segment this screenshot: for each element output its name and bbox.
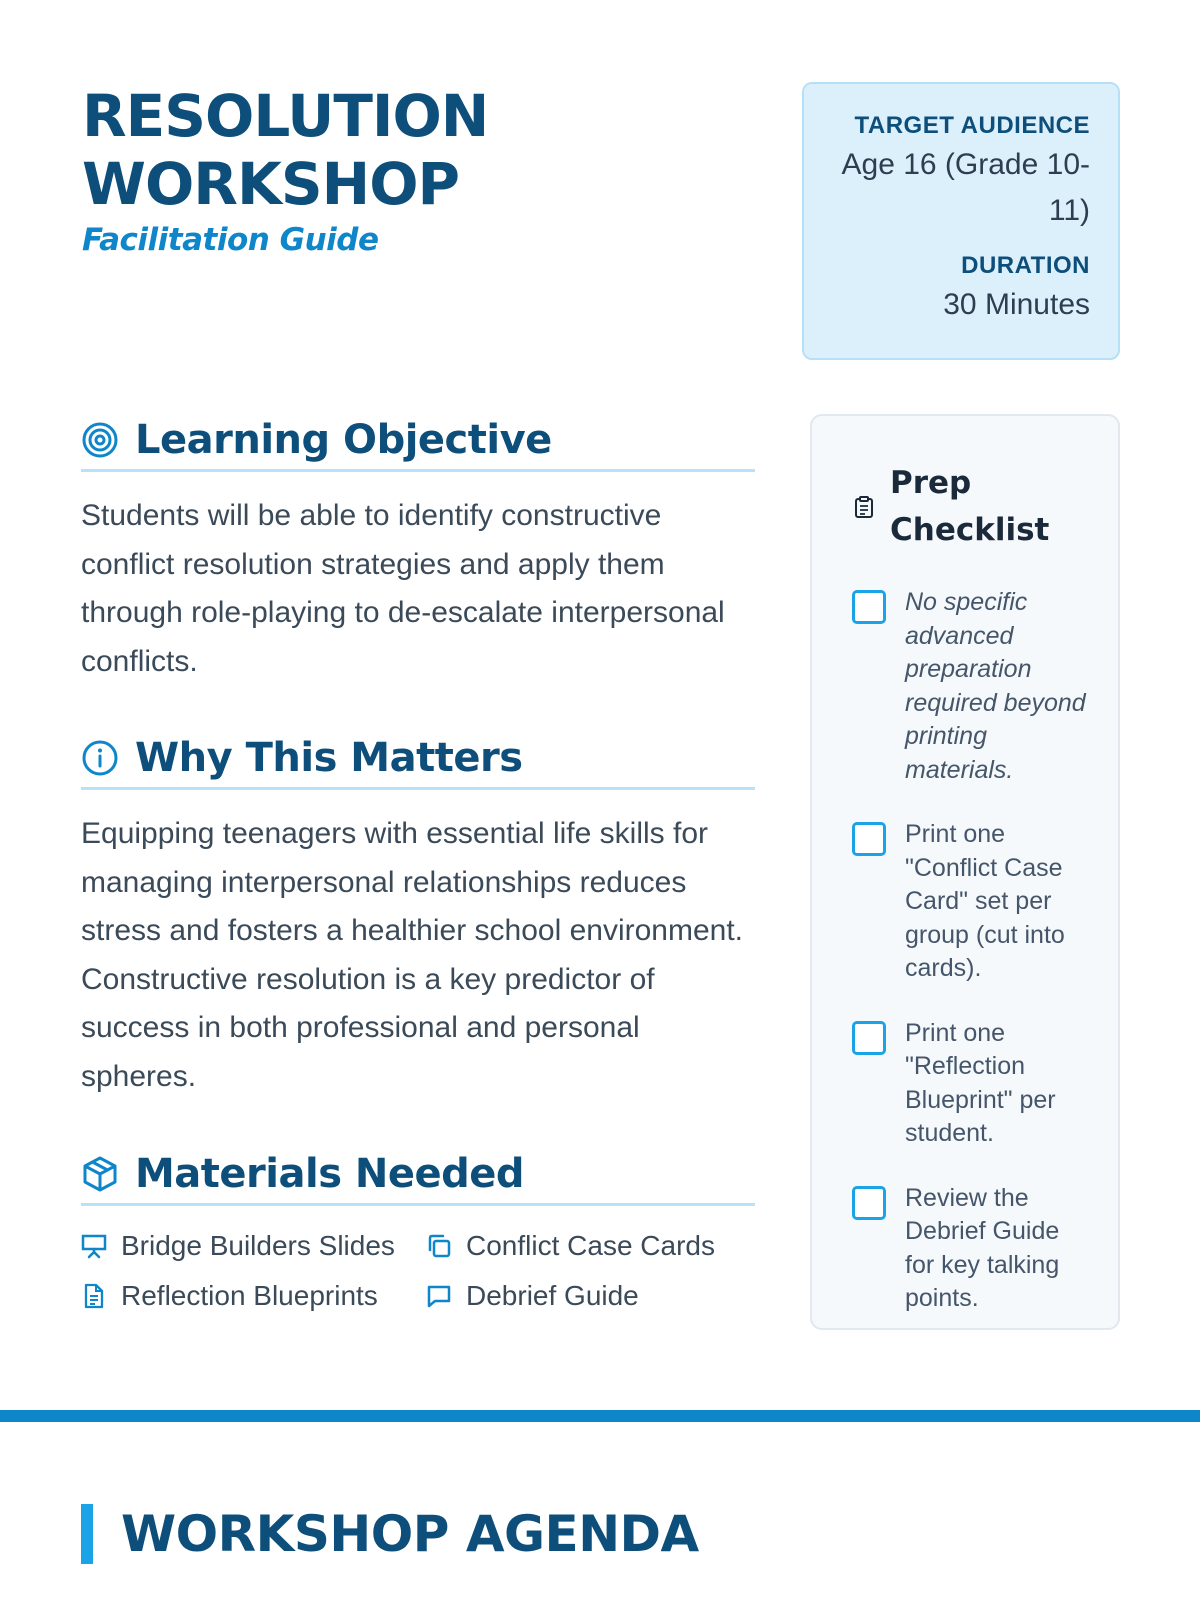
duration-label: DURATION [961, 252, 1090, 279]
learning-objective-section [81, 410, 755, 686]
title-line-1: RESOLUTION [82, 82, 489, 150]
section-title: Learning Objective [135, 416, 552, 463]
audience-value-line-1: Age 16 (Grade 10- [841, 148, 1090, 181]
checklist-item[interactable] [852, 586, 1094, 787]
checkbox[interactable] [852, 590, 886, 624]
accent-bar [81, 1504, 93, 1564]
checklist-item-text: Print one "Reflection Blueprint" per student. [905, 1018, 1056, 1147]
copy-cards-icon [426, 1233, 452, 1259]
checkbox[interactable] [852, 1021, 886, 1055]
section-body: Students will be able to identify constructive conflict resolution strategies and apply them through role-playing to de-escalate interpersonal conflicts. [81, 499, 725, 678]
package-icon [81, 1155, 119, 1193]
document-title [82, 82, 722, 218]
checklist-item-text: No specific advanced preparation required beyond printing materials. [905, 588, 1086, 784]
section-heading [81, 410, 755, 472]
title-block [82, 82, 722, 258]
audience-value [832, 142, 1090, 234]
checklist-item[interactable] [852, 1182, 1094, 1316]
material-label: Reflection Blueprints [121, 1280, 378, 1311]
checklist-item[interactable] [852, 818, 1094, 986]
checklist-title [890, 460, 1049, 554]
agenda-heading [81, 1504, 699, 1564]
document-icon [81, 1283, 107, 1309]
section-divider [0, 1410, 1200, 1422]
info-icon [81, 739, 119, 777]
clipboard-icon [852, 495, 876, 519]
document-subtitle: Facilitation Guide [82, 222, 379, 258]
materials-list [81, 1230, 755, 1312]
section-title: Why This Matters [135, 734, 523, 781]
audience-label: TARGET AUDIENCE [854, 112, 1090, 139]
checklist-item-text: Review the Debrief Guide for key talking points. [905, 1183, 1060, 1312]
material-label: Bridge Builders Slides [121, 1230, 395, 1261]
presentation-icon [81, 1233, 107, 1259]
title-line-2: WORKSHOP [82, 150, 460, 218]
section-body: Equipping teenagers with essential life skills for managing interpersonal relationships reduces stress and fosters a healthier school environment. Constructive resolution is a key predictor of success in both professional and personal spheres. [81, 817, 744, 1093]
checklist-item[interactable] [852, 1017, 1094, 1151]
agenda-title: WORKSHOP AGENDA [121, 1505, 699, 1563]
section-title: Materials Needed [135, 1150, 525, 1197]
checklist-title-line-1: Prep [890, 465, 972, 501]
duration-value: 30 Minutes [943, 288, 1090, 321]
material-label: Conflict Case Cards [466, 1230, 715, 1261]
section-heading [81, 728, 755, 790]
section-heading [81, 1144, 755, 1206]
material-item [81, 1230, 426, 1262]
material-label: Debrief Guide [466, 1280, 639, 1311]
checklist-heading [852, 460, 1094, 554]
chat-icon [426, 1283, 452, 1309]
material-item [426, 1230, 746, 1262]
audience-value-line-2: 11) [1048, 194, 1090, 227]
checkbox[interactable] [852, 822, 886, 856]
checkbox[interactable] [852, 1186, 886, 1220]
target-icon [81, 421, 119, 459]
info-card [802, 82, 1120, 360]
materials-section [81, 1144, 755, 1312]
material-item [426, 1280, 746, 1312]
material-item [81, 1280, 426, 1312]
checklist-title-line-2: Checklist [890, 512, 1050, 548]
why-this-matters-section [81, 728, 755, 1101]
checklist-item-text: Print one "Conflict Case Card" set per group (cut into cards). [905, 820, 1065, 982]
prep-checklist [810, 414, 1120, 1330]
